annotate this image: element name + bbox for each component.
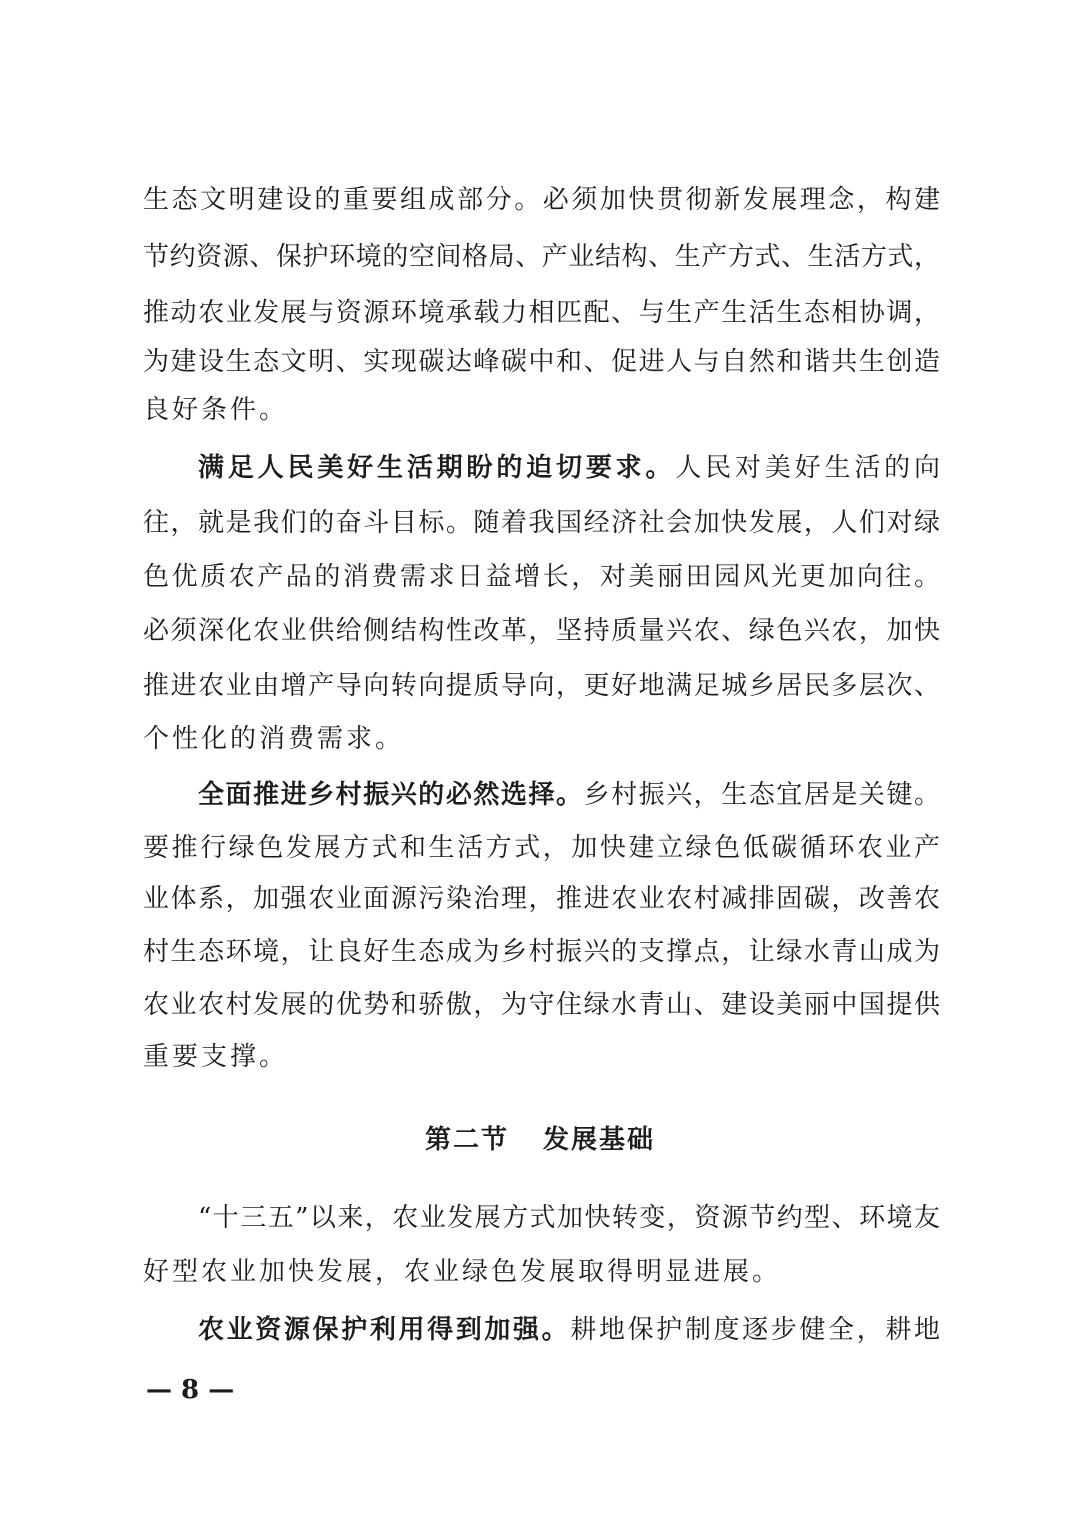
body-line: 重要支撑。: [143, 1042, 289, 1072]
body-line: 往，就是我们的奋斗目标。随着我国经济社会加快发展，人们对绿: [143, 508, 940, 538]
body-line: 推动农业发展与资源环境承载力相匹配、与生产生活生态相协调，: [143, 298, 940, 328]
section-number: 第二节: [424, 1125, 509, 1155]
paragraph-lead: 全面推进乡村振兴的必然选择。: [198, 780, 584, 810]
body-line: 节约资源、保护环境的空间格局、产业结构、生产方式、生活方式，: [143, 242, 940, 272]
body-line: 良好条件。: [143, 395, 289, 425]
paragraph-lead: 满足人民美好生活期盼的迫切要求。: [198, 453, 676, 483]
body-line: 推进农业由增产导向转向提质导向，更好地满足城乡居民多层次、: [143, 671, 940, 701]
page-number: — 8 —: [146, 1375, 235, 1405]
section-title: 发展基础: [543, 1125, 656, 1155]
body-line: 生态文明建设的重要组成部分。必须加快贯彻新发展理念，构建: [143, 185, 940, 215]
body-line: 色优质农产品的消费需求日益增长，对美丽田园风光更加向往。: [143, 562, 940, 592]
body-line: 农业农村发展的优势和骄傲，为守住绿水青山、建设美丽中国提供: [143, 990, 940, 1020]
paragraph-lead-line: 农业资源保护利用得到加强。耕地保护制度逐步健全，耕地: [198, 1315, 940, 1345]
body-line: 个性化的消费需求。: [143, 724, 405, 754]
body-line: 好型农业加快发展，农业绿色发展取得明显进展。: [143, 1257, 782, 1287]
body-line: 为建设生态文明、实现碳达峰碳中和、促进人与自然和谐共生创造: [143, 347, 940, 377]
body-line: “十三五”以来，农业发展方式加快转变，资源节约型、环境友: [198, 1203, 940, 1233]
body-line: 必须深化农业供给侧结构性改革，坚持质量兴农、绿色兴农，加快: [143, 616, 940, 646]
body-line: 要推行绿色发展方式和生活方式，加快建立绿色低碳循环农业产: [143, 833, 940, 863]
paragraph-lead-line: 全面推进乡村振兴的必然选择。乡村振兴，生态宜居是关键。: [198, 780, 940, 810]
body-line: 业体系，加强农业面源污染治理，推进农业农村减排固碳，改善农: [143, 884, 940, 914]
paragraph-lead-line: 满足人民美好生活期盼的迫切要求。人民对美好生活的向: [198, 453, 940, 483]
paragraph-lead: 农业资源保护利用得到加强。: [198, 1315, 571, 1345]
body-line: 村生态环境，让良好生态成为乡村振兴的支撑点，让绿水青山成为: [143, 937, 940, 967]
section-heading: [0, 1121, 1080, 1159]
